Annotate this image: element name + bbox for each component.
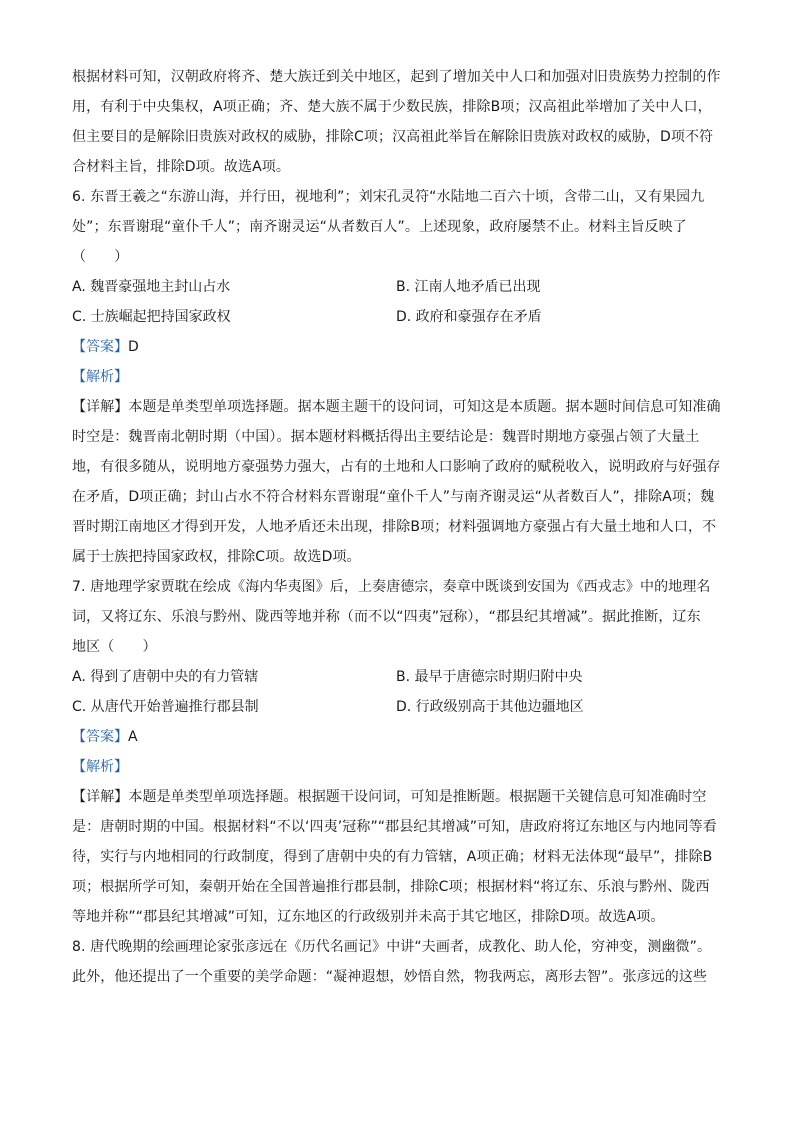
analysis-tag: 【解析】 <box>72 759 128 775</box>
analysis-line <box>72 362 722 392</box>
analysis-tag: 【解析】 <box>72 369 128 385</box>
answer-line <box>72 722 722 752</box>
question-stem-line: 7. 唐地理学家贾耽在绘成《海内华夷图》后，上奏唐德宗，奏章中既谈到安国为《西戎志》中的地理名 <box>72 579 711 595</box>
option-a: A. 得到了唐朝中央的有力管辖 <box>72 669 259 685</box>
answer-value: D <box>128 339 139 355</box>
answer-line <box>72 332 722 362</box>
detail-tag: 【详解】 <box>72 399 129 415</box>
option-b: B. 江南人地矛盾已出现 <box>396 279 541 295</box>
text-line: 但主要目的是解除旧贵族对政权的威胁，排除C项；汉高祖此举旨在解除旧贵族对政权的威胁，D项不符 <box>72 129 714 145</box>
detail-line: 等地并称”“郡县纪其增减”可知，辽东地区的行政级别并未高于其它地区，排除D项。故选A项。 <box>72 909 665 925</box>
text-line: 合材料主旨，排除D项。故选A项。 <box>72 159 290 175</box>
detail-text: 本题是单类型单项选择题。据本题主题干的设问词，可知这是本质题。据本题时间信息可知准确 <box>128 399 721 415</box>
intro-paragraph <box>72 62 722 182</box>
detail-line: 地，有很多随从，说明地方豪强势力强大，占有的土地和人口影响了政府的赋税收入，说明政府与好强存 <box>72 459 721 475</box>
options-row <box>72 692 722 722</box>
options-row <box>72 662 722 692</box>
options-row <box>72 302 722 332</box>
options-row <box>72 272 722 302</box>
detail-line: 晋时期江南地区才得到开发，人地矛盾还未出现，排除B项；材料强调地方豪强占有大量土地和人口，不 <box>72 519 717 535</box>
question-stem-line: 6. 东晋王羲之“东游山海，并行田，视地利”；刘宋孔灵符“水陆地二百六十顷，含带二山，又有果园九 <box>72 189 705 205</box>
answer-value: A <box>128 729 138 745</box>
option-a: A. 魏晋豪强地主封山占水 <box>72 279 231 295</box>
answer-tag: 【答案】 <box>72 339 128 355</box>
question-stem-line: 处”；东晋谢琨“童仆千人”；南齐谢灵运“从者数百人”。上述现象，政府屡禁不止。材料主旨反映了 <box>72 219 687 235</box>
option-c: C. 从唐代开始普遍推行郡县制 <box>72 699 259 715</box>
option-d: D. 行政级别高于其他边疆地区 <box>396 699 584 715</box>
detail-tag: 【详解】 <box>72 789 129 805</box>
question-stem-line: 8. 唐代晚期的绘画理论家张彦远在《历代名画记》中讲“夫画者，成教化、助人伦，穷神变，测幽微”。 <box>72 939 712 955</box>
question-6 <box>72 182 722 572</box>
detail-line: 时空是：魏晋南北朝时期（中国）。据本题材料概括得出主要结论是：魏晋时期地方豪强占领了大量土 <box>72 429 700 445</box>
analysis-line <box>72 752 722 782</box>
answer-tag: 【答案】 <box>72 729 128 745</box>
detail-text: 本题是单类型单项选择题。根据题干设问词，可知是推断题。根据题干关键信息可知准确时空 <box>128 789 707 805</box>
detail-line: 是：唐朝时期的中国。根据材料“不以‘四夷’冠称”“郡县纪其增减”可知，唐政府将辽东地区与内地同等看 <box>72 819 717 835</box>
option-c: C. 士族崛起把持国家政权 <box>72 309 231 325</box>
document-page <box>72 62 722 992</box>
question-7 <box>72 572 722 932</box>
option-b: B. 最早于唐德宗时期归附中央 <box>396 669 583 685</box>
question-stem-line: 地区（ ） <box>72 639 157 655</box>
detail-line: 待，实行与内地相同的行政制度，得到了唐朝中央的有力管辖，A项正确；材料无法体现“最早”，排除B <box>72 849 713 865</box>
question-stem-line: （ ） <box>72 249 129 265</box>
text-line: 根据材料可知，汉朝政府将齐、楚大族迁到关中地区，起到了增加关中人口和加强对旧贵族势力控制的作 <box>72 69 721 85</box>
question-8 <box>72 932 722 992</box>
detail-line: 项；根据所学可知，秦朝开始在全国普遍推行郡县制，排除C项；根据材料“将辽东、乐浪与黔州、陇西 <box>72 879 710 895</box>
detail-line: 在矛盾，D项正确；封山占水不符合材料东晋谢琨“童仆千人”与南齐谢灵运“从者数百人”，排除A项；魏 <box>72 489 715 505</box>
text-line: 用，有利于中央集权，A项正确；齐、楚大族不属于少数民族，排除B项；汉高祖此举增加了关中人口， <box>72 99 712 115</box>
detail-line <box>72 392 722 422</box>
detail-line: 属于士族把持国家政权，排除C项。故选D项。 <box>72 549 361 565</box>
question-stem-line: 词，又将辽东、乐浪与黔州、陇西等地并称（而不以“四夷”冠称），“郡县纪其增减”。据此推断，辽东 <box>72 609 701 625</box>
option-d: D. 政府和豪强存在矛盾 <box>396 309 542 325</box>
question-stem-line: 此外，他还提出了一个重要的美学命题：“凝神遐想，妙悟自然，物我两忘，离形去智”。张彦远的这些 <box>72 969 708 985</box>
detail-line <box>72 782 722 812</box>
